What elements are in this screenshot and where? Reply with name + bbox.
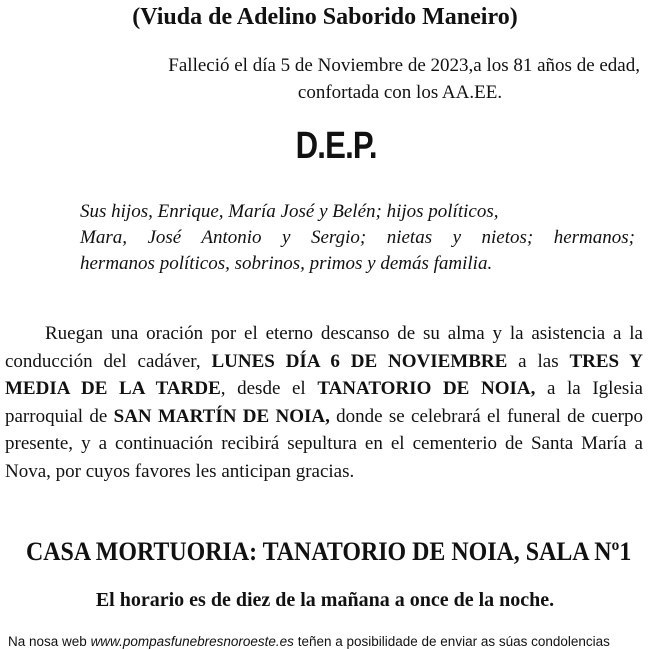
prayer-paragraph <box>5 320 643 485</box>
prayer-text: a la Iglesia parroquial de <box>5 378 643 427</box>
web-link[interactable]: www.pompasfunebresnoroeste.es <box>90 634 294 649</box>
web-suffix: teñen a posibilidade de enviar as súas condolencias <box>293 634 610 649</box>
death-line-1: Falleció el día 5 de Noviembre de 2023,a los 81 años de edad, <box>168 55 640 76</box>
widow-line: (Viuda de Adelino Saborido Maneiro) <box>132 4 518 30</box>
death-info <box>110 52 640 106</box>
prayer-date: LUNES DÍA 6 DE NOVIEMBRE <box>211 350 508 372</box>
mortuary-heading: CASA MORTUORIA: TANATORIO DE NOIA, SALA Nº1 <box>26 537 632 566</box>
prayer-text: Ruegan una oración por el eterno descanso de su alma y la asistencia a la conducción del cadáver, <box>5 323 643 372</box>
prayer-church: SAN MARTÍN DE NOIA, <box>113 405 330 427</box>
web-prefix: Na nosa web <box>8 634 91 649</box>
web-footer <box>8 634 650 650</box>
prayer-text: a las <box>507 350 570 372</box>
prayer-origin: TANATORIO DE NOIA, <box>317 378 536 399</box>
family-line-2: Mara, José Antonio y Sergio; nietas y nietos; hermanos; <box>80 227 635 248</box>
family-line-3: hermanos políticos, sobrinos, primos y demás familia. <box>80 253 493 274</box>
dep-heading: D.E.P. <box>295 125 377 167</box>
family-line-1: Sus hijos, Enrique, María José y Belén; hijos políticos, <box>80 201 499 222</box>
prayer-time: TRES Y MEDIA DE LA TARDE <box>5 350 643 399</box>
family-list <box>80 199 635 277</box>
prayer-text: , desde el <box>220 378 318 399</box>
prayer-text: donde se celebrará el funeral de cuerpo presente, y a continuación recibirá sepultura en el cementerio de Santa María a Nova, por cuyos favores les anticipan gracias. <box>5 405 644 482</box>
schedule-line: El horario es de diez de la mañana a once de la noche. <box>95 589 555 611</box>
death-line-2: confortada con los AA.EE. <box>297 82 503 103</box>
